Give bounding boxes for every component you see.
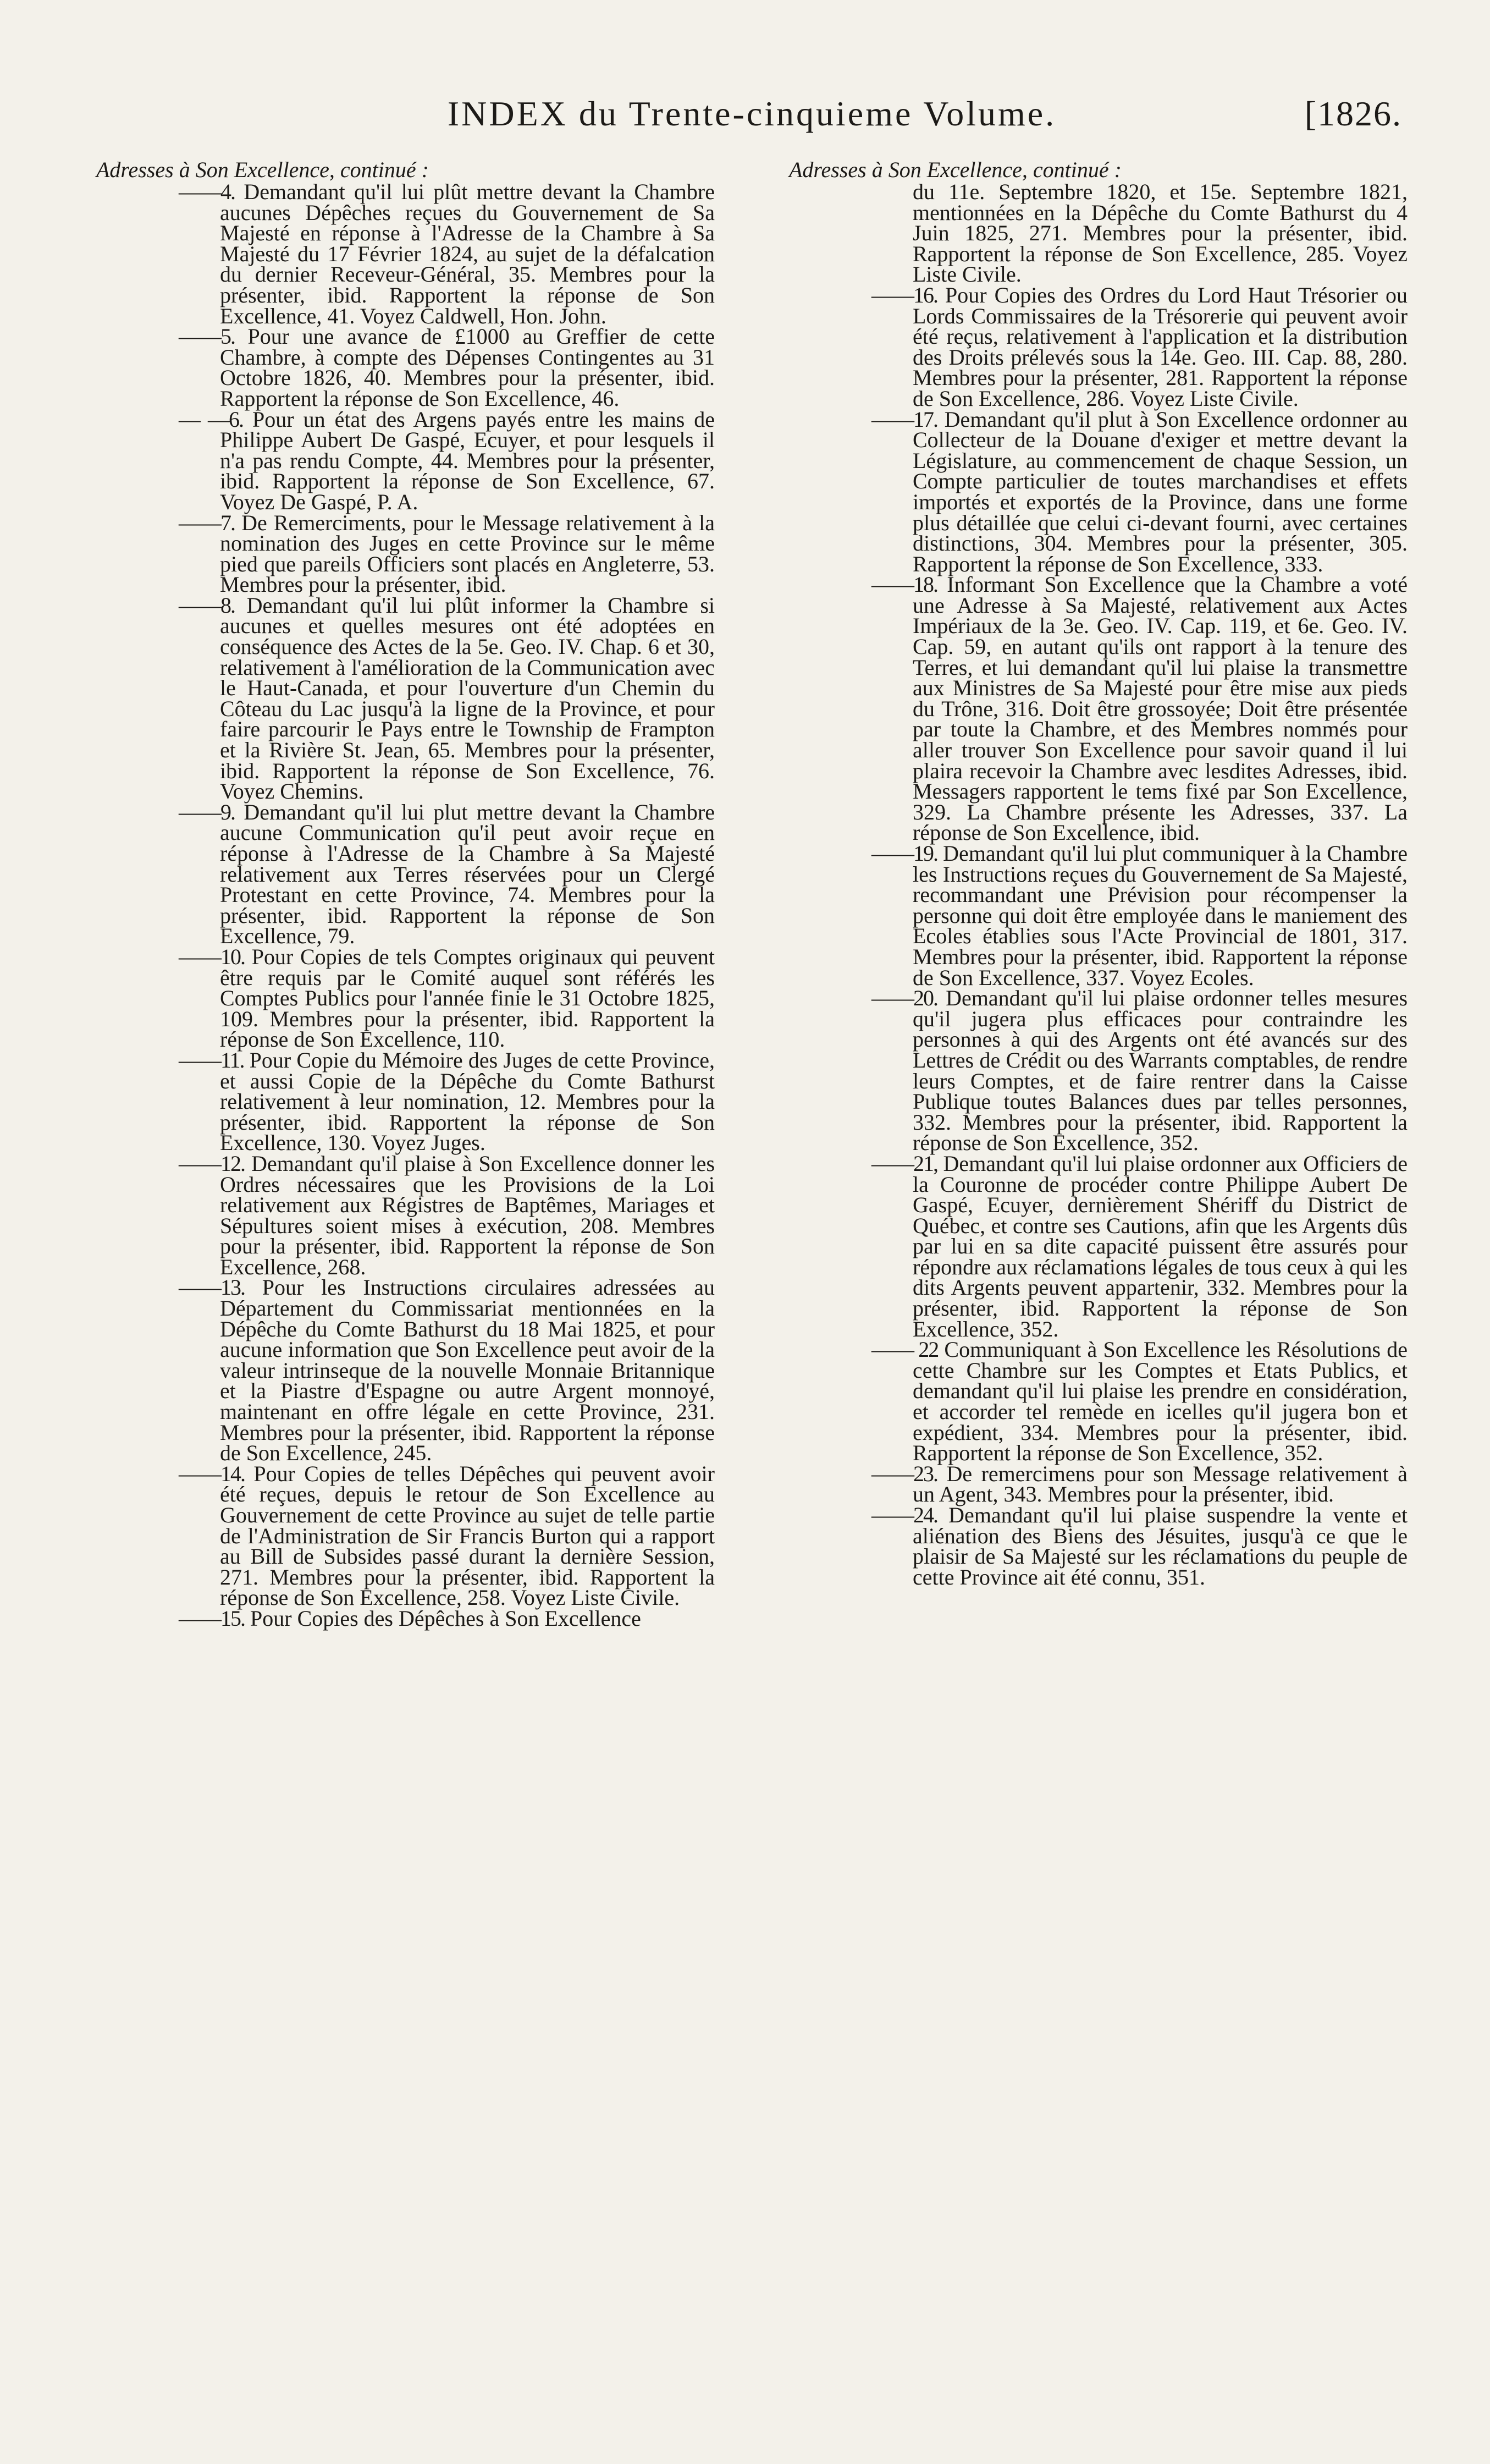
entry-number: ——16. bbox=[871, 282, 937, 307]
index-entry bbox=[789, 1153, 1408, 1339]
entry-text: Communiquant à Son Excellence les Résolutions de cette Chambre sur les Comptes et Etats Publics, et demandant qu'il lui plaise les prendre en considération, et accorder tel remède en icelles qu'il jugera bon et expédient, 334. Membres pour la présenter, ibid. Rapportent la réponse de Son Excellence, 352. bbox=[913, 1337, 1408, 1466]
index-entry bbox=[96, 1605, 715, 1631]
entry-text: De Remerciments, pour le Message relativement à la nomination des Juges en cette Province sur le même pied que pareils Officiers sont placés en Angleterre, 53. Membres pour la présenter, ibid. bbox=[220, 510, 715, 597]
entry-text: Demandant qu'il lui plut communiquer à la Chambre les Instructions reçues du Gouvernement de Sa Majesté, recommandant une Prévision pour récompenser la personne qui doit être employée dans le maniement des Ecoles établies sous l'Acte Provincial de 1801, 317. Membres pour la présenter, ibid. Rapportent la réponse de Son Excellence, 337. Voyez Ecoles. bbox=[913, 841, 1408, 990]
entry-text: Demandant qu'il lui plaise ordonner aux Officiers de la Couronne de procéder contre Philippe Aubert De Gaspé, Ecuyer, dernièrement Shériff du District de Québec, et contre ses Cautions, afin que les Argents dûs par lui en sa dite capacité puissent être assurés pour répondre aux réclamations légales de tous ceux à qui les dits Argents peuvent appartenir, 332. Membres pour la présenter, ibid. Rapportent la réponse de Son Excellence, 352. bbox=[913, 1151, 1408, 1341]
index-entry bbox=[789, 574, 1408, 843]
entry-number: ——13. bbox=[179, 1275, 245, 1300]
entry-text: Demandant qu'il lui plût mettre devant la Chambre aucunes Dépêches reçues du Gouvernement de Sa Majesté en réponse à l'Adresse de la Chambre à Sa Majesté du 17 Février 1824, au sujet de la défalcation du dernier Receveur-Général, 35. Membres pour la présenter, ibid. Rapportent la réponse de Son Excellence, 41. Voyez Caldwell, Hon. John. bbox=[220, 179, 715, 328]
index-entry bbox=[789, 406, 1408, 576]
entry-number: ——7. bbox=[179, 510, 235, 535]
right-column bbox=[789, 157, 1408, 1629]
entry-text: Pour Copie du Mémoire des Juges de cette Province, et aussi Copie de la Dépêche du Comte Bathurst relativement à leur nomination, 12. Membres pour la présenter, ibid. Rapportent la réponse de Son Excellence, 130. Voyez Juges. bbox=[220, 1047, 715, 1156]
page-title: INDEX du Trente-cinquieme Volume. bbox=[447, 94, 1057, 133]
index-entry bbox=[789, 986, 1408, 1156]
entry-text: Pour Copies des Ordres du Lord Haut Trésorier ou Lords Commissaires de la Trésorerie qui peuvent avoir été reçus, relativement à l'application et la distribution des Droits prélevés sous la 14e. Geo. III. Cap. 88, 280. Membres pour la présenter, 281. Rapportent la réponse de Son Excellence, 286. Voyez Liste Civile. bbox=[913, 282, 1408, 411]
index-entry bbox=[96, 592, 715, 804]
entry-number: ——10. bbox=[179, 944, 245, 969]
entry-number: ——14. bbox=[179, 1461, 245, 1486]
entry-number: ——19. bbox=[871, 841, 937, 866]
entry-text: Pour les Instructions circulaires adressées au Département du Commissariat mentionnées en la Dépêche du Comte Bathurst du 18 Mai 1825, et pour aucune information que Son Excellence peut avoir de la valeur intrinseque de la nouvelle Monnaie Britannique et la Piastre d'Espagne ou autre Argent monnoyé, maintenant en offre légale en cette Province, 231. Membres pour la présenter, ibid. Rapportent la réponse de Son Excellence, 245. bbox=[220, 1275, 715, 1466]
index-entry bbox=[96, 510, 715, 597]
page-year: [1826. bbox=[1304, 94, 1402, 133]
index-entry bbox=[96, 944, 715, 1052]
entry-number: ——12. bbox=[179, 1151, 245, 1176]
index-entry bbox=[789, 179, 1408, 287]
continued-heading: Adresses à Son Excellence, continué : bbox=[96, 157, 429, 182]
index-entry bbox=[96, 406, 715, 514]
entry-number: ——4. bbox=[179, 179, 235, 204]
entry-text: Demandant qu'il lui plaise suspendre la vente et aliénation des Biens des Jésuites, jusqu'à ce que le plaisir de Sa Majesté sur les réclamations du peuple de cette Province ait été connu, 351. bbox=[913, 1503, 1408, 1590]
entry-text: Demandant qu'il lui plaise ordonner telles mesures qu'il jugera plus efficaces pour contraindre les personnes à qui des Argents ont été avancés sur des Lettres de Crédit ou des Warrants comptables, de rendre leurs Comptes, et de faire rentrer dans la Caisse Publique toutes Balances dues par telles personnes, 332. Membres pour la présenter, ibid. Rapportent la réponse de Son Excellence, 352. bbox=[913, 986, 1408, 1156]
entry-text: Pour Copies des Dépêches à Son Excellence bbox=[250, 1605, 641, 1631]
index-entry bbox=[96, 1461, 715, 1610]
index-entry bbox=[789, 1339, 1408, 1464]
entry-text: du 11e. Septembre 1820, et 15e. Septembre 1821, mentionnées en la Dépêche du Comte Bathurst du 4 Juin 1825, 271. Membres pour la présenter, ibid. Rapportent la réponse de Son Excellence, 285. Voyez Liste Civile. bbox=[913, 179, 1408, 287]
entry-number: —— 22 bbox=[871, 1337, 939, 1362]
running-head bbox=[96, 94, 1408, 148]
entry-number: ——24. bbox=[871, 1503, 937, 1527]
index-entry bbox=[789, 1503, 1408, 1590]
entry-number: — —6. bbox=[179, 406, 244, 432]
index-entry bbox=[96, 799, 715, 949]
entry-number: ——18. bbox=[871, 572, 937, 597]
entry-text: De remercimens pour son Message relativement à un Agent, 343. Membres pour la présenter, ibid. bbox=[913, 1461, 1408, 1507]
entry-text: Pour Copies de tels Comptes originaux qui peuvent être requis par le Comité auquel sont référés les Comptes Publics pour l'année finie le 31 Octobre 1825, 109. Membres pour la présenter, ibid. Rapportent la réponse de Son Excellence, 110. bbox=[220, 944, 715, 1052]
entry-text: Demandant qu'il lui plut mettre devant la Chambre aucune Communication qu'il peut avoir reçue en réponse à l'Adresse de la Chambre à Sa Majesté relativement aux Terres réservées pour un Clergé Protestant en cette Province, 74. Membres pour la présenter, ibid. Rapportent la réponse de Son Excellence, 79. bbox=[220, 799, 715, 949]
entry-number: ——5. bbox=[179, 324, 235, 349]
entry-text: Demandant qu'il lui plût informer la Chambre si aucunes et quelles mesures ont été adoptées en conséquence des Actes de la 5e. Geo. IV. Chap. 6 et 30, relativement à l'amélioration de la Communication avec le Haut-Canada, et pour l'ouverture d'un Chemin du Côteau du Lac jusqu'à la ligne de la Province, et pour faire parcourir le Pays entre le Township de Frampton et la Rivière St. Jean, 65. Membres pour la présenter, ibid. Rapportent la réponse de Son Excellence, 76. Voyez Chemins. bbox=[220, 592, 715, 804]
entry-text: Pour Copies de telles Dépêches qui peuvent avoir été reçues, depuis le retour de Son Excellence au Gouvernement de cette Province au sujet de telle partie de l'Administration de Sir Francis Burton qui a rapport au Bill de Subsides passé durant la dernière Session, 271. Membres pour la présenter, ibid. Rapportent la réponse de Son Excellence, 258. Voyez Liste Civile. bbox=[220, 1461, 715, 1610]
entry-text: Pour une avance de £1000 au Greffier de cette Chambre, à compte des Dépenses Contingentes au 31 Octobre 1826, 40. Membres pour la présenter, ibid. Rapportent la réponse de Son Excellence, 46. bbox=[220, 324, 715, 411]
entry-text: Demandant qu'il plaise à Son Excellence donner les Ordres nécessaires que les Provisions de la Loi relativement aux Régistres de Baptêmes, Mariages et Sépultures soient mises à exécution, 208. Membres pour la présenter, ibid. Rapportent la réponse de Son Excellence, 268. bbox=[220, 1151, 715, 1279]
entry-number: ——20. bbox=[871, 986, 937, 1011]
index-entry bbox=[96, 1047, 715, 1156]
index-entry bbox=[789, 282, 1408, 411]
entry-number: ——8. bbox=[179, 592, 235, 618]
entry-number: ——9. bbox=[179, 799, 235, 824]
index-columns bbox=[96, 157, 1408, 1631]
entry-text: Pour un état des Argens payés entre les mains de Philippe Aubert De Gaspé, Ecuyer, et pour lesquels il n'a pas rendu Compte, 44. Membres pour la présenter, ibid. Rapportent la réponse de Son Excellence, 67. Voyez De Gaspé, P. A. bbox=[220, 406, 715, 514]
left-column bbox=[96, 157, 715, 1631]
entry-number: ——23. bbox=[871, 1461, 937, 1486]
index-entry bbox=[96, 1153, 715, 1278]
continued-heading: Adresses à Son Excellence, continué : bbox=[789, 157, 1122, 182]
index-entry bbox=[96, 179, 715, 328]
entry-number: ——21, bbox=[871, 1151, 937, 1176]
index-entry bbox=[96, 326, 715, 409]
entry-number: ——15. bbox=[179, 1605, 245, 1631]
index-entry bbox=[789, 843, 1408, 988]
index-entry bbox=[789, 1461, 1408, 1507]
entry-text: Informant Son Excellence que la Chambre a voté une Adresse à Sa Majesté, relativement aux Actes Impériaux de la 3e. Geo. IV. Cap. 119, et 6e. Geo. IV. Cap. 59, en autant qu'ils ont rapport à la tenure des Terres, et lui demandant qu'il lui plaise la transmettre aux Ministres de Sa Majesté pour être mise aux pieds du Trône, 316. Doit être grossoyée; Doit être présentée par toute la Chambre, et des Membres nommés pour aller trouver Son Excellence pour savoir quand il lui plaira recevoir la Chambre avec lesdites Adresses, ibid. Messagers rapportent le tems fixé par Son Excellence, 329. La Chambre présente les Adresses, 337. La réponse de Son Excellence, ibid. bbox=[913, 572, 1408, 845]
entry-number: ——17. bbox=[871, 406, 937, 432]
index-entry bbox=[96, 1275, 715, 1466]
entry-text: Demandant qu'il plut à Son Excellence ordonner au Collecteur de la Douane d'exiger et mettre devant la Législature, au commencement de chaque Session, un Compte particulier de toutes marchandises et effets importés et exportés de la Province, dans une forme plus détaillée que celui ci-devant fourni, avec certaines distinctions, 304. Membres pour la présenter, 305. Rapportent la réponse de Son Excellence, 333. bbox=[913, 406, 1408, 576]
entry-number: ——11. bbox=[179, 1047, 244, 1072]
